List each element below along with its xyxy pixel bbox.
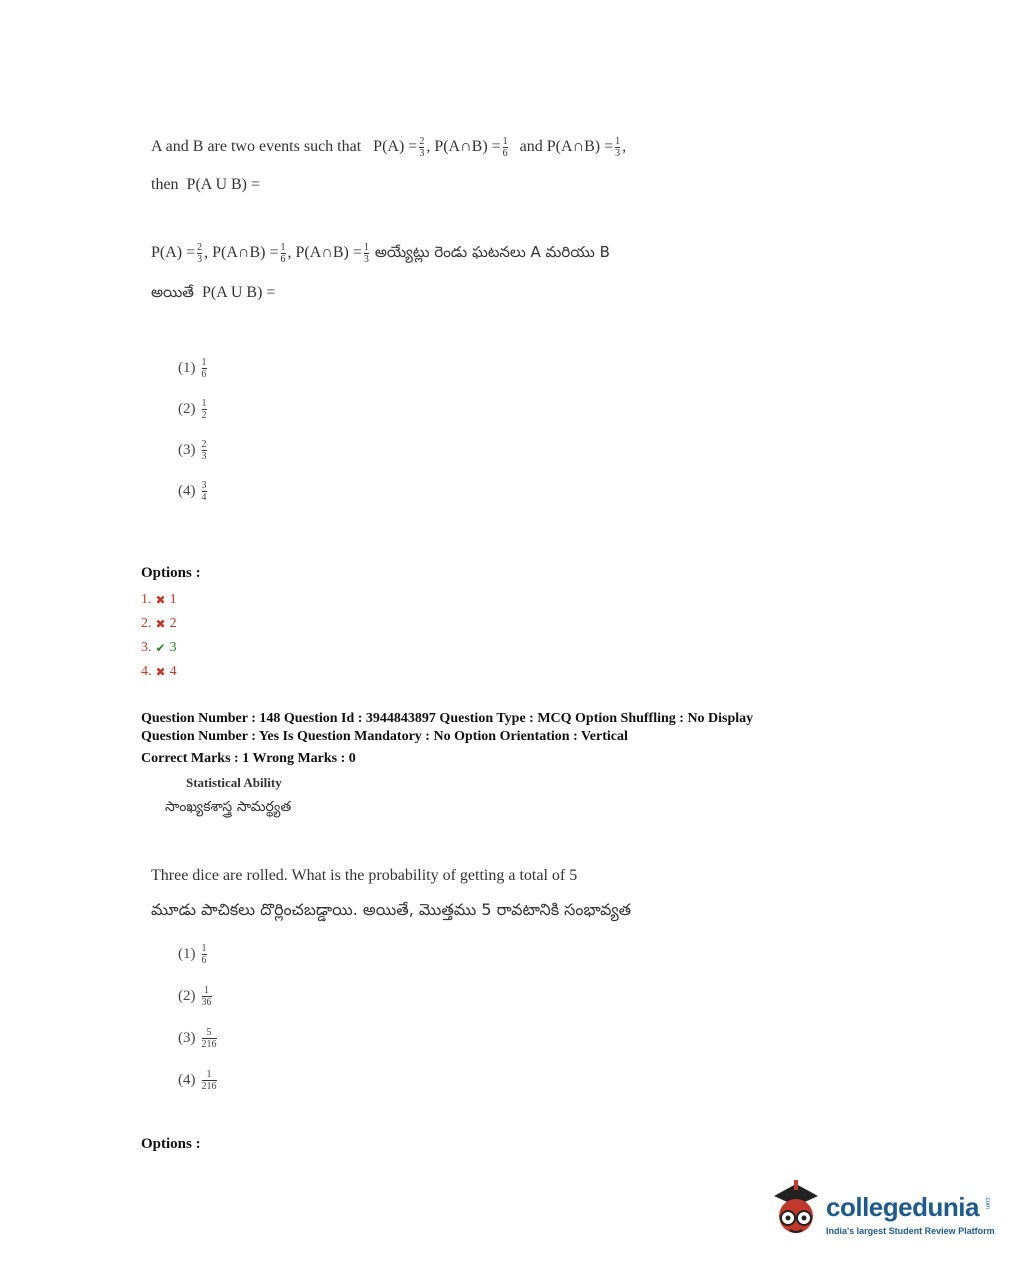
q1-pnab: P(A∩B) = $\frac{1}{6}$ [434,136,508,159]
option-fraction: $\frac{5}{216}$ [201,1026,217,1050]
q1-te-suffix: అయ్యేట్లు రెండు ఘటనలు A మరియు B [374,243,610,262]
option-fraction: $\frac{1}{216}$ [201,1068,217,1092]
q2-option-4 [178,1059,219,1101]
option-fraction: $\frac{3}{4}$ [201,480,207,503]
q1-telugu-line1: P(A) = $\frac{2}{3}$ , P(A∩B) = $\frac{1}{6}$ , P(A∩B) = $\frac{1}{3}$ అయ్యేట్లు రెండు ఘటనలు A మరియు B [151,242,610,265]
answer-1 [141,588,177,612]
logo-wordmark: collegedunia [826,1192,979,1222]
option-label: (1) [178,945,196,962]
option-label: (4) [178,1071,196,1088]
option-label: (3) [178,1029,196,1046]
q1-answer-list [141,588,177,684]
q1-te-pa: P(A) = $\frac{2}{3}$ [151,242,203,265]
option-label: (2) [178,401,196,417]
q1-pab: P(A∩B) = $\frac{1}{3}$ [546,136,621,159]
frac-te-pa: $\frac{2}{3}$ [197,242,203,265]
option-fraction: $\frac{1}{36}$ [201,984,212,1008]
q1-pa: P(A) = $\frac{2}{3}$ [373,136,425,159]
cross-icon: ✖ [155,664,166,679]
frac-pnab: $\frac{1}{6}$ [502,136,508,159]
q2-telugu: మూడు పాచికలు దొర్లించబడ్డాయి. అయితే, మొత్తము 5 రావటానికి సంభావ్యత [151,900,632,919]
q2-option-1 [178,933,219,975]
q2-option-list [178,933,219,1101]
frac-te-pnab: $\frac{1}{6}$ [280,242,286,265]
q1-option-4 [178,471,209,512]
answer-value: 1 [169,592,177,607]
q1-then-text: then [151,176,179,193]
q1-union-text: P(A U B) = [186,176,261,193]
question-meta-line2: Question Number : Yes Is Question Mandatory : No Option Orientation : Vertical [141,729,628,744]
question-meta-line1: Question Number : 148 Question Id : 3944843897 Question Type : MCQ Option Shuffling : No Display [141,711,754,726]
q1-and-text: and [519,138,543,156]
frac-te-pab: $\frac{1}{3}$ [363,242,369,265]
q1-english-line1: A and B are two events such that P(A) = $\frac{2}{3}$ , P(A∩B) = $\frac{1}{6}$ and P(A∩B) = $\frac{1}{3}$ , [151,136,627,159]
answer-number: 1. [141,592,152,607]
q1-te-then: అయితే [151,283,194,301]
answer-value: 2 [169,616,177,631]
q2-option-2 [178,975,219,1017]
q1-option-1 [178,348,209,389]
q1-option-list [178,348,209,512]
option-label: (2) [178,987,196,1004]
option-fraction: $\frac{1}{6}$ [201,942,207,966]
q1-te-pab: P(A∩B) = $\frac{1}{3}$ [295,242,369,265]
q2-options-heading: Options : [141,1136,201,1152]
logo-tagline: India's largest Student Review Platform [826,1226,995,1236]
q1-option-3 [178,430,209,471]
question-meta-line3: Correct Marks : 1 Wrong Marks : 0 [141,751,356,766]
option-fraction: $\frac{2}{3}$ [201,439,207,462]
option-fraction: $\frac{1}{2}$ [201,398,207,421]
mascot-icon [766,1178,824,1244]
frac-pa: $\frac{2}{3}$ [419,136,425,159]
q1-english-line2 [151,176,260,194]
cross-icon: ✖ [155,592,166,607]
q2-option-3 [178,1017,219,1059]
q1-telugu-line2 [151,283,275,305]
answer-2 [141,612,177,636]
q2-english: Three dice are rolled. What is the probability of getting a total of 5 [151,867,578,884]
answer-value: 4 [169,664,177,679]
option-label: (1) [178,360,196,376]
frac-pab: $\frac{1}{3}$ [615,136,621,159]
answer-4 [141,660,177,684]
check-icon: ✔ [155,640,166,655]
option-label: (3) [178,442,196,458]
option-label: (4) [178,483,196,499]
logo-com: .com [984,1196,990,1210]
answer-number: 2. [141,616,152,631]
q1-te-union: P(A U B) = [201,284,276,301]
cross-icon: ✖ [155,616,166,631]
answer-number: 3. [141,640,152,655]
q1-intro-text: A and B are two events such that [151,138,362,156]
collegedunia-logo[interactable] [766,1178,995,1248]
answer-number: 4. [141,664,152,679]
q1-te-pnab: P(A∩B) = $\frac{1}{6}$ [212,242,286,265]
option-fraction: $\frac{1}{6}$ [201,357,207,380]
section-title-te: సాంఖ్యకశాస్త్ర సామర్థ్యత [165,799,292,815]
section-title-en: Statistical Ability [186,775,282,790]
q1-option-2 [178,389,209,430]
answer-3 [141,636,177,660]
answer-value: 3 [169,640,177,655]
q1-options-heading: Options : [141,565,201,581]
